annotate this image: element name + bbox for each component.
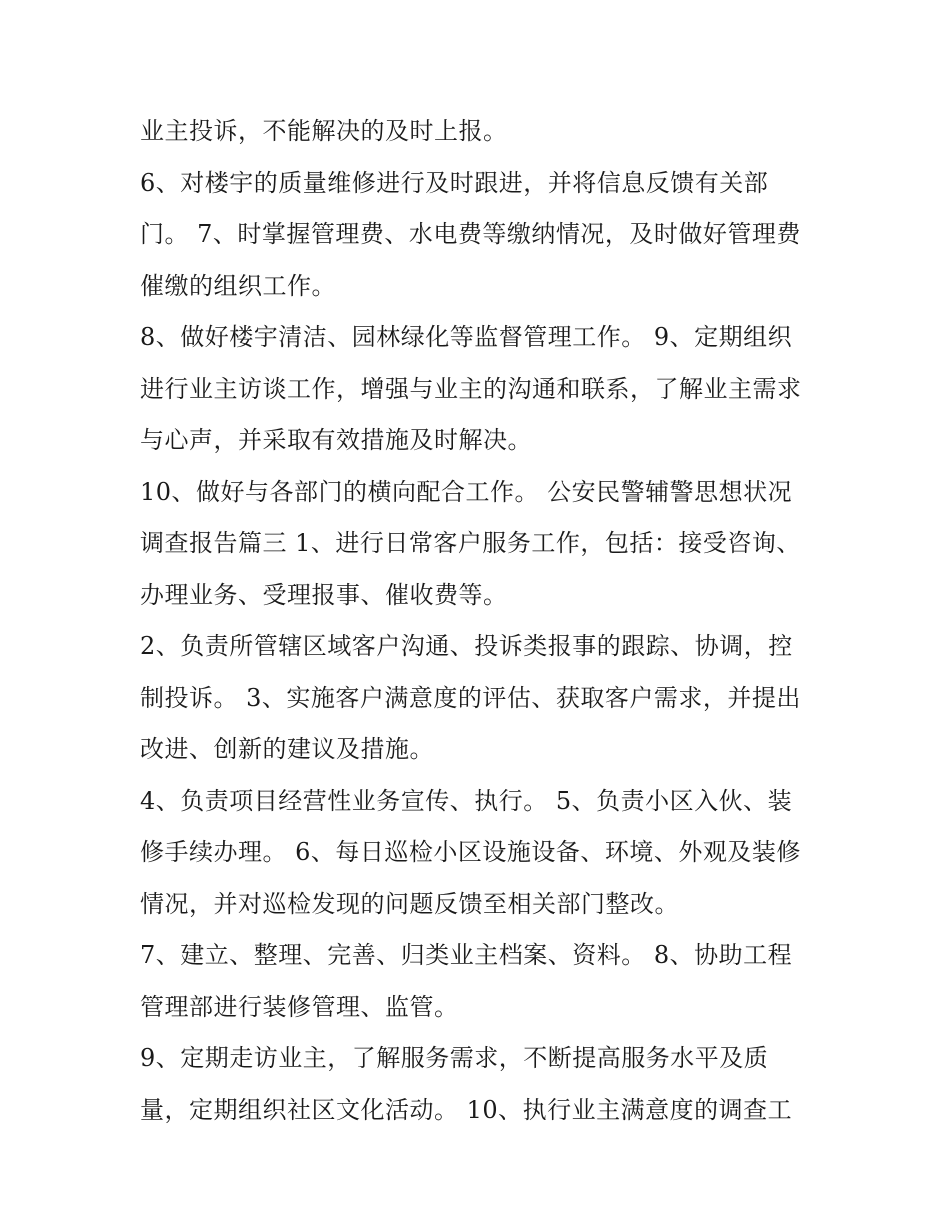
text-line: 量，定期组织社区文化活动。 10、执行业主满意度的调查工: [140, 1095, 793, 1124]
text-line: 改进、创新的建议及措施。: [140, 735, 434, 763]
text-line: 情况，并对巡检发现的问题反馈至相关部门整改。: [140, 889, 679, 918]
text-line: 办理业务、受理报事、催收费等。: [140, 580, 508, 609]
text-line: 2、负责所管辖区域客户沟通、投诉类报事的跟踪、协调，控: [140, 632, 793, 660]
text-line: 制投诉。 3、实施客户满意度的评估、获取客户需求，并提出: [140, 683, 801, 712]
text-line: 8、做好楼宇清洁、园林绿化等监督管理工作。 9、定期组织: [140, 323, 793, 351]
text-line: 调查报告篇三 1、进行日常客户服务工作，包括：接受咨询、: [140, 529, 801, 557]
text-line: 进行业主访谈工作，增强与业主的沟通和联系，了解业主需求: [140, 374, 802, 403]
text-line: 7、建立、整理、完善、归类业主档案、资料。 8、协助工程: [140, 941, 793, 969]
text-line: 催缴的组织工作。: [140, 271, 336, 300]
text-line: 6、对楼宇的质量维修进行及时跟进，并将信息反馈有关部: [140, 168, 769, 197]
text-line: 业主投诉，不能解决的及时上报。: [140, 117, 508, 145]
text-line: 管理部进行装修管理、监管。: [140, 992, 459, 1021]
body-text: [140, 106, 830, 1136]
text-line: 与心声，并采取有效措施及时解决。: [140, 426, 532, 454]
text-line: 4、负责项目经营性业务宣传、执行。 5、负责小区入伙、装: [140, 786, 793, 815]
text-line: 修手续办理。 6、每日巡检小区设施设备、环境、外观及装修: [140, 838, 801, 866]
text-line: 9、定期走访业主，了解服务需求，不断提高服务水平及质: [140, 1044, 769, 1072]
text-line: 门。 7、时掌握管理费、水电费等缴纳情况，及时做好管理费: [140, 220, 801, 248]
text-line: 10、做好与各部门的横向配合工作。 公安民警辅警思想状况: [140, 477, 793, 506]
